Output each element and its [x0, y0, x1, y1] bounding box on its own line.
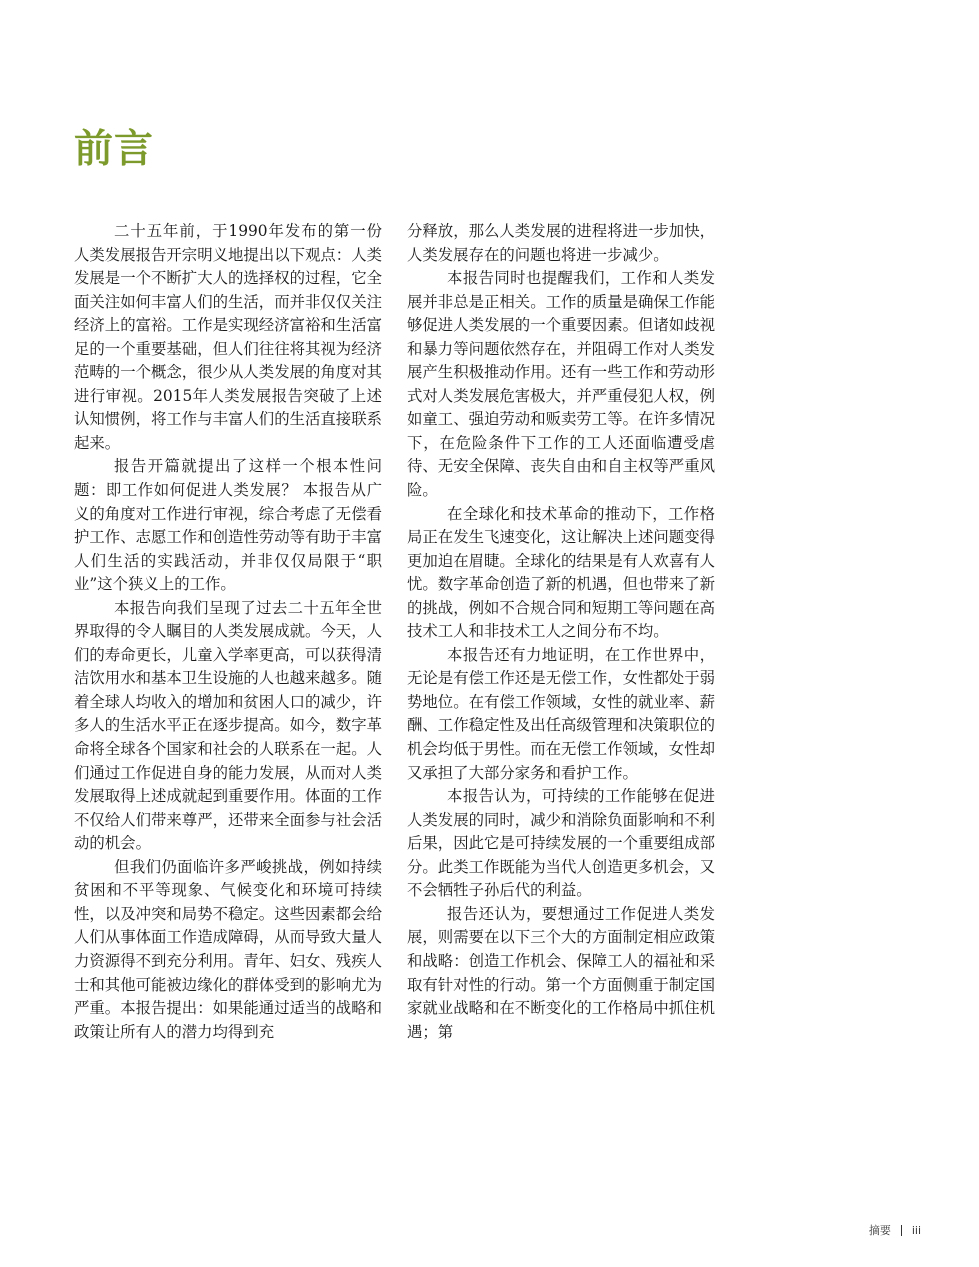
paragraph: 本报告认为，可持续的工作能够在促进人类发展的同时，减少和消除负面影响和不利后果，因此它是可持续发展的一个重要组成部分。此类工作既能为当代人创造更多机会，又不会牺牲子孙后代的利益。 — [407, 787, 715, 900]
body-column-right — [407, 220, 715, 1044]
paragraph: 本报告向我们呈现了过去二十五年全世界取得的令人瞩目的人类发展成就。今天，人们的寿命更长，儿童入学率更高，可以获得清洁饮用水和基本卫生设施的人也越来越多。随着全球人均收入的增加和贫困人口的减少，许多人的生活水平正在逐步提高。如今，数字革命将全球各个国家和社会的人联系在一起。人们通过工作促进自身的能力发展，从而对人类发展取得上述成就起到重要作用。体面的工作不仅给人们带来尊严，还带来全面参与社会活动的机会。 — [74, 598, 382, 853]
page-footer — [869, 1222, 921, 1238]
paragraph: 本报告同时也提醒我们，工作和人类发展并非总是正相关。工作的质量是确保工作能够促进人类发展的一个重要因素。但诸如歧视和暴力等问题依然存在，并阻碍工作对人类发展产生积极推动作用。还有一些工作和劳动形式对人类发展危害极大，并严重侵犯人权，例如童工、强迫劳动和贩卖劳工等。在许多情况下，在危险条件下工作的工人还面临遭受虐待、无安全保障、丧失自由和自主权等严重风险。 — [407, 269, 715, 500]
paragraph: 分释放，那么人类发展的进程将进一步加快，人类发展存在的问题也将进一步减少。 — [407, 222, 715, 264]
page-number: iii — [911, 1223, 921, 1237]
paragraph: 报告开篇就提出了这样一个根本性问题：即工作如何促进人类发展？ 本报告从广义的角度对工作进行审视，综合考虑了无偿看护工作、志愿工作和创造性劳动等有助于丰富人们生活的实践活动，并非仅仅局限于“职业”这个狭义上的工作。 — [74, 457, 382, 594]
footer-section-label: 摘要 — [868, 1224, 891, 1237]
page-title: 前言 — [74, 127, 155, 172]
paragraph: 在全球化和技术革命的推动下，工作格局正在发生飞速变化，这让解决上述问题变得更加迫在眉睫。全球化的结果是有人欢喜有人忧。数字革命创造了新的机遇，但也带来了新的挑战，例如不合规合同和短期工等问题在高技术工人和非技术工人之间分布不均。 — [407, 504, 715, 641]
paragraph: 但我们仍面临许多严峻挑战，例如持续贫困和不平等现象、气候变化和环境可持续性，以及冲突和局势不稳定。这些因素都会给人们从事体面工作造成障碍，从而导致大量人力资源得不到充分利用。青年、妇女、残疾人士和其他可能被边缘化的群体受到的影响尤为严重。本报告提出：如果能通过适当的战略和政策让所有人的潜力均得到充 — [74, 857, 382, 1041]
paragraph: 二十五年前，于1990年发布的第一份人类发展报告开宗明义地提出以下观点：人类发展是一个不断扩大人的选择权的过程，它全面关注如何丰富人们的生活，而并非仅仅关注经济上的富裕。工作是实现经济富裕和生活富足的一个重要基础，但人们往往将其视为经济范畴的一个概念，很少从人类发展的角度对其进行审视。2015年人类发展报告突破了上述认知惯例，将工作与丰富人们的生活直接联系起来。 — [74, 222, 382, 452]
paragraph: 报告还认为，要想通过工作促进人类发展，则需要在以下三个大的方面制定相应政策和战略：创造工作机会、保障工人的福祉和采取有针对性的行动。第一个方面侧重于制定国家就业战略和在不断变化的工作格局中抓住机遇；第 — [407, 904, 715, 1041]
paragraph: 本报告还有力地证明，在工作世界中，无论是有偿工作还是无偿工作，女性都处于弱势地位。在有偿工作领域，女性的就业率、薪酬、工作稳定性及出任高级管理和决策职位的机会均低于男性。而在无偿工作领域，女性却又承担了大部分家务和看护工作。 — [407, 645, 715, 782]
footer-divider — [901, 1225, 902, 1236]
body-column-left — [74, 220, 382, 1044]
